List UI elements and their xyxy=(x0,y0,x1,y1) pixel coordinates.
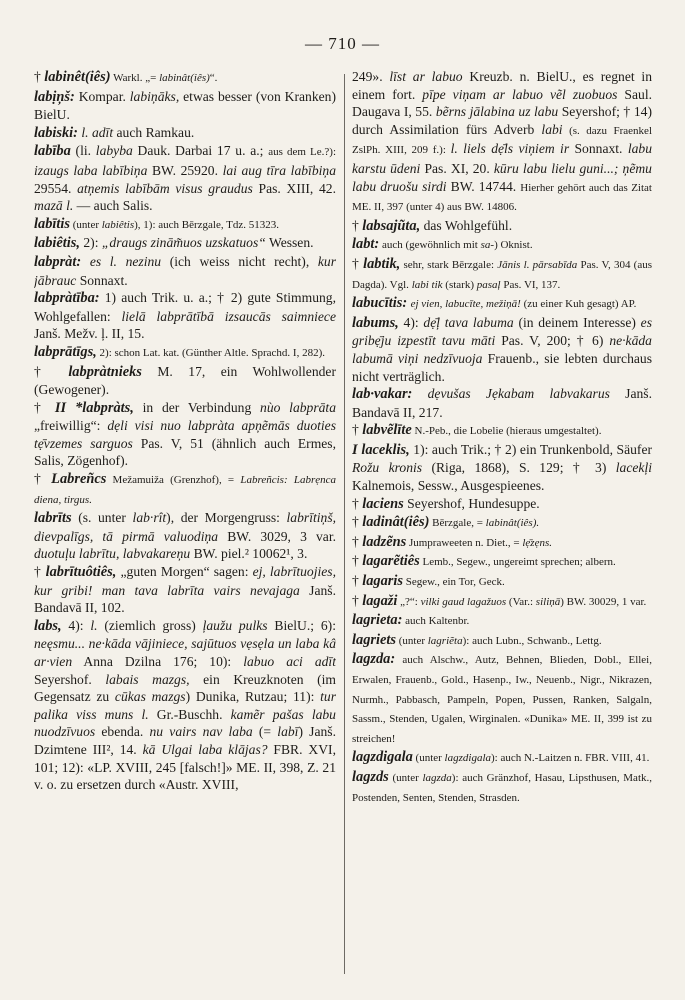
entry-text: (zu einer Kuh gesagt) AP. xyxy=(520,298,637,311)
entry-headword: labucītis: xyxy=(352,295,408,312)
dictionary-entry xyxy=(34,68,336,88)
entry-headword: labība xyxy=(34,143,71,160)
entry-text: Frauenb., sie lebten durchaus nicht verträglich. xyxy=(352,350,652,384)
entry-text: Wessen. xyxy=(265,235,314,251)
entry-text: mazā l. xyxy=(34,198,74,214)
entry-text: BW. piel.² 10062¹, 3. xyxy=(190,546,308,562)
entry-text: lagriẽta xyxy=(427,634,463,647)
entry-text: (ich weiss nicht recht), xyxy=(161,253,318,269)
dictionary-entry xyxy=(34,509,336,563)
entry-text: labinât(iês). xyxy=(485,517,540,530)
entry-text: auch Alschw., Autz, Behnen, Blieden, Dobl., Ellei, Erwalen, Frauenb., Gold., Hasenp., Iw., Neuenb., Nigr., Nikrazen, Nurmh., Pabbasch, Pampeln, Popen, Pussen, Ranken, Salgaln, Sassm., Stenden, Ugalen, Wirginalen. «Dunika» ME. II, 399 ist zu streichen! xyxy=(352,654,652,745)
entry-text: † xyxy=(352,514,363,530)
entry-text: 4): xyxy=(398,314,424,330)
entry-text: (Riga, 1868), S. 129; † 3) xyxy=(422,460,616,476)
entry-headword: labiêtis, xyxy=(34,235,80,252)
entry-text: Jānis l. pārsabīda xyxy=(497,258,578,271)
entry-headword: labvẽlīte xyxy=(362,422,412,439)
entry-text: † xyxy=(352,255,364,271)
entry-text: ): auch Gränzhof, Hasau, Lipsthusen, Matk., Postenden, Senten, Stenden, Strasden. xyxy=(352,771,652,804)
entry-text: pasaļ xyxy=(476,278,501,291)
entry-headword: labinêt(iês) xyxy=(44,69,111,85)
dictionary-entry xyxy=(34,617,336,794)
entry-text: ) Oknist. xyxy=(494,239,533,252)
entry-headword: labprātīgs, xyxy=(34,343,97,360)
entry-text: kamẽr pašas labu nuodzīvuos xyxy=(34,706,336,740)
dictionary-entry xyxy=(352,441,652,495)
entry-headword: Labreñcs xyxy=(51,471,107,488)
entry-text: Kreuzb. n. BielU., es regnet in einem fort. xyxy=(352,69,652,102)
entry-text: (unter xyxy=(412,752,445,765)
entry-text: N.-Peb., die Lobelie (hieraus umgestaltet). xyxy=(411,425,602,438)
entry-text: † xyxy=(34,399,55,415)
entry-text: tur palika viss muns l. xyxy=(34,689,336,722)
entry-text: Seyershof, Hundesuppe. xyxy=(403,495,540,511)
entry-text: labinât(iês) xyxy=(159,72,210,84)
entry-headword: lab·vakar: xyxy=(352,386,413,403)
entry-text: labuo aci adīt xyxy=(243,654,336,669)
entry-text: ne·kāda labumā viņi nedzīvuoja xyxy=(352,333,652,366)
entry-text: cūkas mazgs xyxy=(114,689,186,705)
entry-text: (unter xyxy=(69,218,102,231)
column-divider xyxy=(344,74,345,974)
entry-text: labrītiņš, dievpalīgs, tā pirmā valuodiņa xyxy=(34,510,336,544)
dictionary-entry xyxy=(352,217,652,236)
entry-text: Segew., ein Tor, Geck. xyxy=(403,576,505,589)
entry-text: sa- xyxy=(480,239,495,252)
entry-text: ) BW. 30029, 1 var. xyxy=(560,595,647,608)
entry-text: ) Janš. Dzimtene III², 14. xyxy=(34,724,336,757)
entry-headword: lagaris xyxy=(362,573,403,590)
entry-text: „guten Morgen“ sagen: xyxy=(116,564,253,580)
entry-text: 2): xyxy=(79,235,102,251)
entry-text: Labreñcis: Labrẹnca diena, tirgus. xyxy=(34,474,336,506)
entry-text: Saul. Daugava I, 55. xyxy=(352,86,652,120)
entry-text: 4): xyxy=(61,617,91,633)
entry-text: Rožu kronis xyxy=(352,460,423,476)
entry-text: M. 17, ein Wohlwollender (Gewogener). xyxy=(34,363,336,398)
entry-text: † xyxy=(34,363,69,379)
entry-text: l. liels dẹ̄ls viņiem ir xyxy=(450,141,570,157)
entry-text: ej, labrītuojies, kur gribi! man tava labrīta vairs nevajaga xyxy=(34,564,336,598)
dictionary-entry xyxy=(352,68,652,217)
entry-text: kā Ulgai laba klājas? xyxy=(142,741,268,757)
dictionary-entry xyxy=(34,142,336,214)
entry-text: ebenda. xyxy=(95,724,150,740)
entry-text: Pas. XI, 20. xyxy=(420,160,494,176)
dictionary-entry xyxy=(352,533,652,553)
entry-text: Pas. V, 200; † 6) xyxy=(495,333,610,349)
entry-text: „freiwillig“: xyxy=(34,418,108,434)
entry-text: — auch Salis. xyxy=(73,198,153,214)
dictionary-entry xyxy=(352,314,652,385)
entry-text: es l. nezinu xyxy=(89,253,162,269)
entry-text: † xyxy=(34,471,52,487)
dictionary-entry xyxy=(34,234,336,253)
entry-headword: labpràtnieks xyxy=(68,363,142,380)
entry-text: † xyxy=(352,533,363,549)
entry-text: sehr, stark Bērzgale: xyxy=(400,258,498,271)
entry-text: labiêtis xyxy=(101,218,135,231)
dictionary-entry xyxy=(352,294,652,314)
dictionary-entry xyxy=(34,88,336,124)
entry-text: Gr.-Buschh. xyxy=(148,706,231,722)
entry-text: labi xyxy=(541,121,563,137)
entry-text: kūru labu lielu guni...; ņẽmu labu druošu sirdi xyxy=(352,160,652,194)
entry-text: “. xyxy=(209,72,218,84)
entry-text: Sonnaxt. xyxy=(76,272,128,288)
entry-text: BW. 25920. xyxy=(147,162,223,178)
entry-headword: lagzdigala xyxy=(352,749,413,766)
entry-text: 1): auch Trik.; † 2) ein Trunkenbold, Säufer xyxy=(409,441,652,457)
dictionary-entry xyxy=(34,363,336,399)
entry-headword: labums, xyxy=(352,314,399,331)
entry-text: labais mazgs, xyxy=(105,671,190,687)
entry-text: izaugs laba labībiņa xyxy=(34,162,148,178)
entry-text: vilki gaud lagažuos xyxy=(420,595,507,608)
entry-text: (= xyxy=(252,724,278,740)
entry-text: BW. 14744. xyxy=(446,178,521,194)
dictionary-entry xyxy=(352,768,652,807)
entry-headword: II *labpràts, xyxy=(54,399,134,416)
entry-headword: labtik, xyxy=(363,255,401,272)
entry-headword: lagarẽtiês xyxy=(362,553,420,570)
dictionary-entry xyxy=(34,215,336,235)
dictionary-entry xyxy=(34,470,336,509)
entry-text: Mežamuiža (Grenzhof), = xyxy=(106,474,241,487)
entry-text: Bērzgale, = xyxy=(429,517,486,530)
entry-text: (unter xyxy=(388,771,423,784)
entry-text: Janš. Mežv. ļ. II, 15. xyxy=(34,326,145,342)
entry-text: FBR. XVI, 101; 12): «LP. XVIII, 245 [falsch!]» ME. II, 398, Z. 21 v. o. zu ersetzen durch «Austr. XVIII, xyxy=(34,741,336,793)
entry-text: lab·rît xyxy=(132,510,167,526)
entry-text: † xyxy=(352,422,363,438)
entry-headword: lagaži xyxy=(362,592,398,609)
entry-text: das Wohlgefühl. xyxy=(420,217,513,233)
entry-text: Seyershof; † 14) durch Assimilation fürs Adverb xyxy=(352,104,652,137)
dictionary-entry xyxy=(352,255,652,294)
entry-text xyxy=(412,386,427,401)
entry-text: Pas. V, 304 (aus Dagda). Vgl. xyxy=(352,258,652,291)
entry-text: atņemis labībām visus graudus xyxy=(77,180,253,196)
dictionary-entry xyxy=(352,611,652,631)
entry-text: „draugs zinām̃uos uzskatuos“ xyxy=(101,235,266,251)
entry-text: Lemb., Segew., ungereimt sprechen; albern. xyxy=(419,556,616,569)
entry-text: nu vairs nav laba xyxy=(149,724,253,740)
left-column xyxy=(34,68,336,978)
entry-text: BW. 3029, 3 var. xyxy=(218,528,336,544)
dictionary-entry xyxy=(352,552,652,572)
entry-headword: labịņš: xyxy=(34,88,75,105)
entry-headword: ladinât(iês) xyxy=(362,514,430,531)
entry-text: ) Dunika, Rutzau; 11): xyxy=(185,689,321,705)
entry-text: lagzda xyxy=(422,771,452,784)
entry-text: lacekļi xyxy=(615,460,652,476)
entry-text: Warkl. „= xyxy=(110,72,160,84)
entry-text: labiņāks, xyxy=(129,88,180,104)
entry-text: ej vien, labucīte, mežiņā! xyxy=(410,298,521,311)
entry-text: dẹli visi nuo labpràta apņẽmās duoties tẹ̄vzemes sarguos xyxy=(34,418,336,451)
entry-text: Pas. XIII, 42. xyxy=(252,180,336,196)
dictionary-entry xyxy=(34,124,336,143)
entry-text: duotuļu labrītu, labvakareņu xyxy=(34,546,191,562)
page-number: — 710 — xyxy=(305,34,380,53)
entry-headword: labrīts xyxy=(34,510,72,527)
entry-text: ): auch Lubn., Schwanb., Lettg. xyxy=(462,634,602,647)
entry-text: ļaužu pulks xyxy=(202,617,268,633)
entry-headword: lagzda: xyxy=(352,651,396,668)
entry-headword: labt: xyxy=(352,236,380,253)
entry-text: † xyxy=(352,573,363,589)
entry-text: (ziemlich gross) xyxy=(97,617,203,633)
entry-text: † xyxy=(352,495,363,511)
entry-headword: lagzds xyxy=(352,768,389,785)
entry-headword: labrītuôtiês, xyxy=(45,564,117,581)
entry-headword: labpràt: xyxy=(34,253,82,270)
entry-text: 249». xyxy=(352,69,390,84)
entry-text: Seyershof. xyxy=(34,671,106,687)
entry-text: ein Kreuzknoten (im Gegensatz zu xyxy=(34,671,336,705)
dictionary-entry xyxy=(352,631,652,651)
entry-text: ), 1): auch Bērzgale, Tdz. 51323. xyxy=(134,218,280,231)
entry-text: (in deinem Interesse) xyxy=(513,314,641,330)
entry-text: labi tik xyxy=(411,278,443,291)
dictionary-entry xyxy=(352,235,652,255)
right-column xyxy=(352,68,652,978)
dictionary-entry xyxy=(34,253,336,289)
entry-text xyxy=(81,254,90,269)
entry-headword: labs, xyxy=(34,617,62,634)
dictionary-entry xyxy=(352,572,652,592)
entry-text: labī xyxy=(277,724,299,740)
dictionary-entry xyxy=(34,563,336,617)
entry-text: 2): schon Lat. kat. (Günther Altle. Sprachd. I, 282). xyxy=(96,346,325,359)
entry-text: līst ar labuo xyxy=(389,69,463,84)
entry-headword: labītis xyxy=(34,215,70,232)
dictionary-entry xyxy=(34,343,336,363)
entry-text: es gribẹ̄ju izpestīt tavu māti xyxy=(352,314,652,349)
entry-text: 29554. xyxy=(34,180,78,196)
entry-text: ): auch N.-Laitzen n. FBR. VIII, 41. xyxy=(491,752,650,765)
entry-text: † xyxy=(34,564,46,580)
entry-headword: lagriets xyxy=(352,631,396,648)
entry-text: pīpe viņam ar labuo vẽl zuobuos xyxy=(422,86,618,102)
dictionary-entry xyxy=(352,650,652,748)
entry-headword: ladzẽns xyxy=(362,533,407,550)
entry-text: nùo labprāta xyxy=(260,399,336,415)
entry-text: labu karstu ūdeni xyxy=(352,141,652,176)
entry-text: etwas besser (von Kranken) BielU. xyxy=(34,88,336,123)
entry-text: kur jābrauc xyxy=(34,253,336,288)
dictionary-entry xyxy=(352,513,652,533)
dictionary-entry xyxy=(352,421,652,441)
entry-text: † xyxy=(352,592,363,608)
entry-headword: I laceklis, xyxy=(352,441,410,458)
entry-text: lielā labprātībā izsaucās saimniece xyxy=(121,308,336,324)
entry-text: Janš. Bandavā II, 217. xyxy=(352,386,652,420)
entry-text: bẽrns jālabina uz labu xyxy=(435,104,559,120)
entry-headword: labiski: xyxy=(34,124,78,141)
entry-text: (stark) xyxy=(442,278,477,291)
entry-text: dẹ̄ļ tava labuma xyxy=(423,314,514,330)
entry-text: Kalnemois, Sessw., Ausgespieenes. xyxy=(352,478,545,494)
dictionary-entry xyxy=(34,399,336,470)
entry-text: (Var.: xyxy=(506,595,536,608)
entry-text: 1) auch Trik. u. a.; † 2) gute Stimmung, Wohlgefallen: xyxy=(34,290,336,324)
entry-text: auch (gewöhnlich mit xyxy=(379,239,481,252)
entry-text: (s. unter xyxy=(71,510,133,526)
dictionary-entry xyxy=(352,385,652,421)
entry-text: Anna Dzilna 176; 10): xyxy=(72,654,244,669)
entry-headword: labsajũta, xyxy=(362,217,421,234)
entry-text: † xyxy=(34,69,45,84)
entry-text: Kompar. xyxy=(74,88,130,104)
entry-text: (unter xyxy=(395,634,428,647)
dictionary-entry xyxy=(34,289,336,343)
entry-headword: lagrieta: xyxy=(352,612,403,629)
entry-text: neęsmu... ne·kāda vājiniece, sajūtuos vẹsẹla un laba kâ ar·vien xyxy=(34,636,336,669)
entry-text: in der Verbindung xyxy=(133,399,261,415)
entry-headword: labpràtība: xyxy=(34,290,100,307)
entry-text: † xyxy=(352,553,363,569)
entry-text: auch Ramkau. xyxy=(113,124,195,140)
entry-text: l. xyxy=(90,617,98,633)
entry-text: (s. dazu Fraenkel ZslPh. XIII, 209 f.): xyxy=(352,124,652,157)
entry-text: ), der Morgengruss: xyxy=(166,510,287,526)
entry-text: aus dem Le.?): xyxy=(268,146,336,159)
entry-text: † xyxy=(352,217,363,233)
entry-text: labyba xyxy=(95,143,133,159)
entry-text: Pas. V, 51 (ähnlich auch Ermes, Salis, Zögenhof). xyxy=(34,435,336,469)
entry-text: Janš. Bandavā II, 102. xyxy=(34,582,336,616)
entry-text: Jumpraweeten n. Diet., = xyxy=(406,536,523,549)
entry-text: Dauk. Darbai 17 u. a.; xyxy=(132,143,269,159)
entry-text: (li. xyxy=(70,143,96,159)
entry-text: Hierher gehört auch das Zitat ME. II, 397 (unter 4) aus BW. 14806. xyxy=(352,181,652,214)
entry-headword: laciens xyxy=(362,495,404,512)
entry-text: lai aug tīra labībiņa xyxy=(222,162,336,178)
entry-text: lẹ̄zẹns. xyxy=(522,536,552,549)
entry-text: lagzdigala xyxy=(444,752,491,765)
dictionary-entry xyxy=(352,495,652,514)
entry-text: dẹvušas Jẹkabam labvakarus xyxy=(427,386,610,402)
entry-text: Sonnaxt. xyxy=(569,141,628,157)
dictionary-entry xyxy=(352,748,652,768)
entry-text: siliņā xyxy=(535,595,561,608)
entry-text: l. adīt xyxy=(81,124,114,140)
entry-text: BielU.; 6): xyxy=(267,617,336,633)
entry-text: Pas. VI, 137. xyxy=(500,278,561,291)
entry-text: auch Kaltenbr. xyxy=(402,615,470,628)
entry-text: „?“: xyxy=(397,595,421,608)
dictionary-entry xyxy=(352,592,652,612)
